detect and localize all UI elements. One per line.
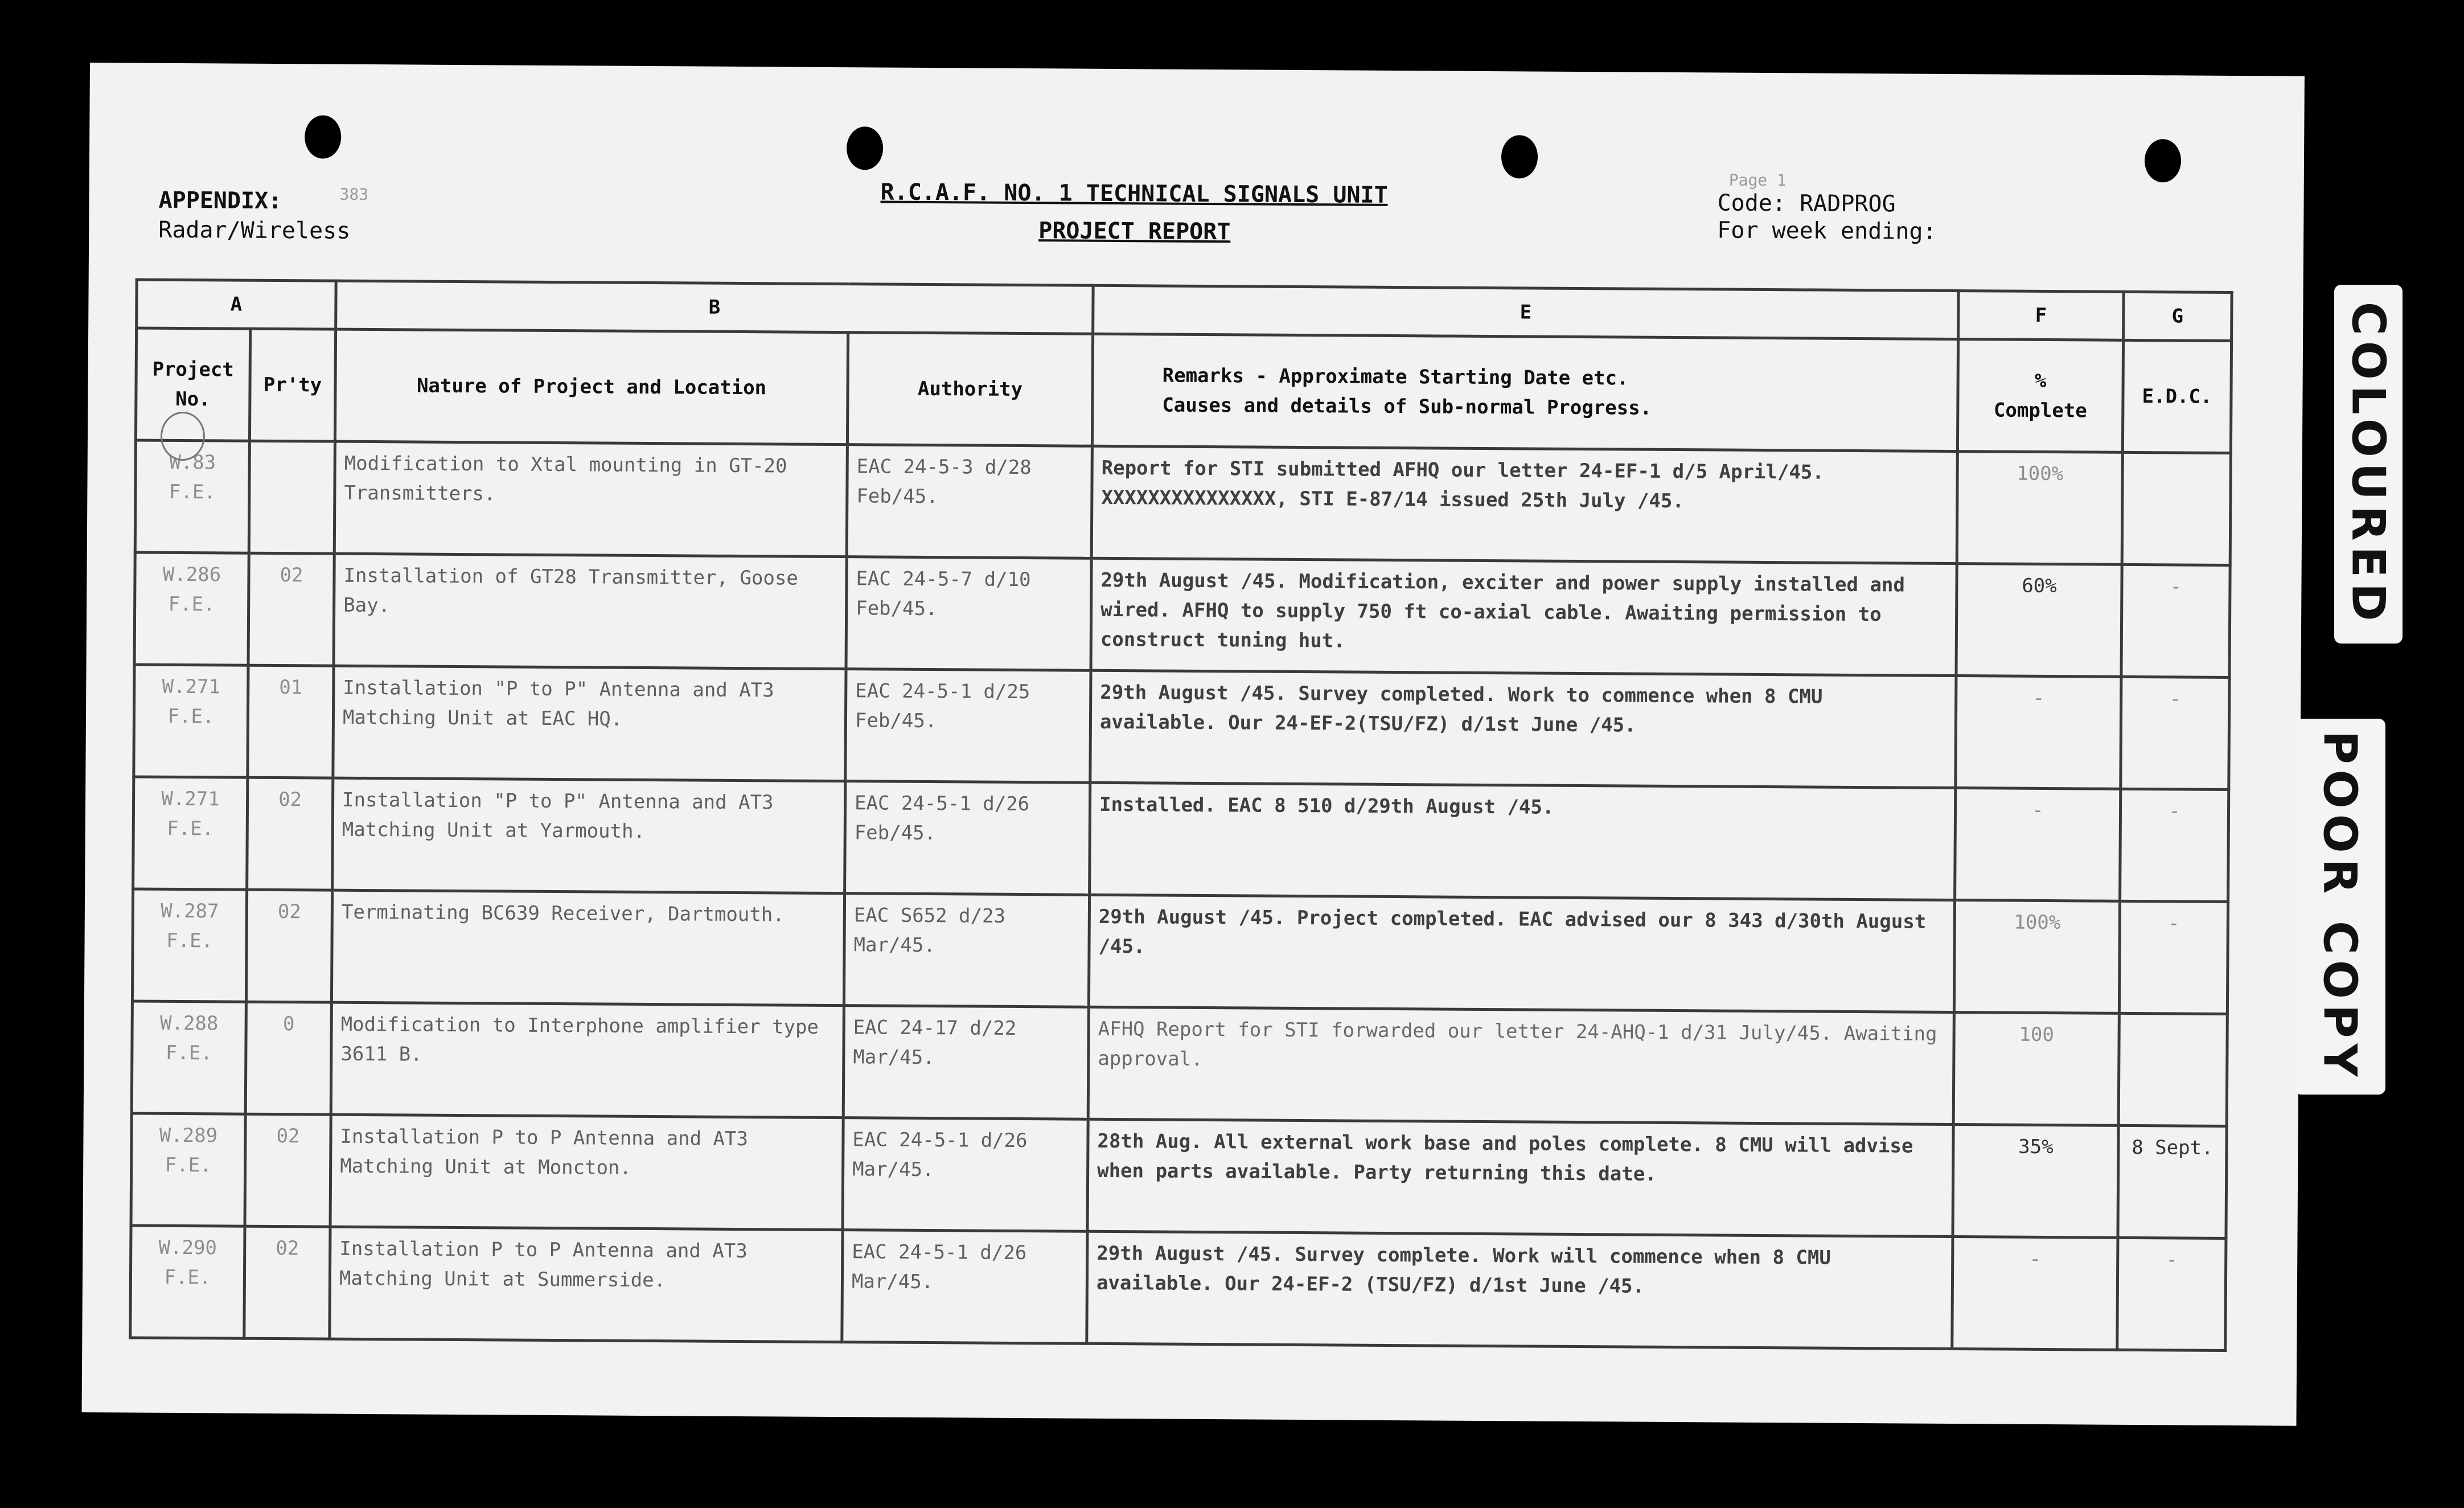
header-remarks-line1: Remarks - Approximate Starting Date etc.: [1162, 364, 1629, 390]
cell-project-no: W.290 F.E.: [130, 1226, 245, 1338]
header-edc: E.D.C.: [2122, 340, 2231, 453]
cell-authority: EAC 24-17 d/22 Mar/45.: [843, 1006, 1089, 1120]
table-row: [134, 552, 2230, 677]
group-letter-a: A: [137, 280, 336, 329]
table-row: [131, 1113, 2227, 1238]
cell-project-no: W.289 F.E.: [131, 1113, 245, 1226]
cell-pct-complete: 100: [1953, 1013, 2119, 1126]
cell-remarks: Report for STI submitted AFHQ our letter 24-EF-1 d/5 April/45. XXXXXXXXXXXXXXX, STI E-87/14 issued 25th July /45.: [1091, 446, 1957, 563]
cell-priority: 02: [244, 1226, 330, 1339]
cell-authority: EAC 24-5-1 d/25 Feb/45.: [845, 669, 1091, 783]
table-row: [134, 665, 2229, 789]
header-nature: Nature of Project and Location: [335, 329, 848, 444]
cell-authority: EAC 24-5-7 d/10 Feb/45.: [846, 557, 1091, 671]
table-row: [130, 1226, 2226, 1350]
cell-remarks: AFHQ Report for STI forwarded our letter 24-AHQ-1 d/31 July/45. Awaiting approval.: [1088, 1007, 1954, 1124]
header-authority: Authority: [847, 333, 1093, 446]
appendix-label: APPENDIX:: [158, 187, 282, 215]
cell-pct-complete: -: [1952, 1237, 2118, 1350]
unit-title: R.C.A.F. NO. 1 TECHNICAL SIGNALS UNIT: [880, 179, 1388, 208]
cell-edc: -: [2119, 901, 2228, 1014]
punch-hole: [1501, 135, 1538, 178]
cell-project-no: W.271 F.E.: [133, 777, 248, 890]
cell-edc: -: [2121, 564, 2230, 677]
week-ending-label: For week ending:: [1717, 217, 1937, 245]
cell-priority: 02: [248, 553, 334, 666]
cell-pct-complete: -: [1956, 676, 2121, 789]
code-label: Code: RADPROG: [1717, 190, 1896, 218]
group-letter-g: G: [2124, 292, 2232, 341]
cell-authority: EAC 24-5-3 d/28 Feb/45.: [847, 445, 1092, 559]
cell-project-no: W.271 F.E.: [134, 665, 248, 777]
cell-authority: EAC 24-5-1 d/26 Feb/45.: [845, 781, 1090, 895]
cell-nature: Installation "P to P" Antenna and AT3 Matching Unit at Yarmouth.: [332, 778, 845, 893]
punch-hole: [2145, 139, 2181, 182]
cell-edc: -: [2120, 789, 2229, 901]
cell-nature: Installation "P to P" Antenna and AT3 Matching Unit at EAC HQ.: [333, 666, 846, 781]
header-pct-symbol: %: [2034, 369, 2047, 393]
punch-hole: [847, 126, 883, 170]
cell-authority: EAC 24-5-1 d/26 Mar/45.: [842, 1230, 1087, 1344]
cell-priority: [249, 441, 335, 554]
cell-pct-complete: -: [1955, 788, 2121, 901]
cell-edc: [2118, 1013, 2227, 1126]
header-remarks-line2: Causes and details of Sub-normal Progress.: [1162, 394, 1652, 420]
cell-edc: -: [2121, 677, 2229, 789]
cell-project-no: W.286 F.E.: [134, 552, 249, 665]
appendix-ref: 383: [339, 185, 369, 204]
cell-authority: EAC 24-5-1 d/26 Mar/45.: [843, 1118, 1088, 1232]
cell-remarks: 29th August /45. Modification, exciter and power supply installed and wired. AFHQ to supply 750 ft co-axial cable. Awaiting permission to construct tuning hut.: [1091, 558, 1957, 675]
column-headers: [135, 328, 2231, 453]
cell-priority: 02: [247, 777, 333, 890]
group-letter-f: F: [1958, 291, 2124, 341]
header-priority: Pr'ty: [249, 329, 335, 441]
cell-project-no: W.287 F.E.: [132, 889, 247, 1002]
poor-copy-label-card: [2294, 719, 2385, 1095]
cell-priority: 01: [248, 665, 334, 778]
cell-remarks: 29th August /45. Survey completed. Work to commence when 8 CMU available. Our 24-EF-2(TSU/FZ) d/1st June /45.: [1090, 670, 1956, 788]
cell-remarks: 28th Aug. All external work base and poles complete. 8 CMU will advise when parts available. Party returning this date.: [1087, 1119, 1953, 1236]
cell-pct-complete: 35%: [1953, 1125, 2118, 1238]
cell-nature: Modification to Interphone amplifier type 3611 B.: [331, 1002, 844, 1117]
cell-remarks: 29th August /45. Survey complete. Work will commence when 8 CMU available. Our 24-EF-2 (TSU/FZ) d/1st June /45.: [1087, 1231, 1953, 1349]
group-letter-e: E: [1093, 285, 1958, 339]
group-letter-b: B: [336, 281, 1094, 334]
appendix-subtitle: Radar/Wireless: [158, 216, 351, 244]
hand-circle-mark: [161, 412, 206, 461]
cell-pct-complete: 100%: [1957, 452, 2122, 565]
cell-project-no: W.288 F.E.: [132, 1001, 246, 1114]
page-label: Page 1: [1728, 170, 1787, 190]
project-report-table: [129, 278, 2233, 1351]
header-project-no: Project No.: [135, 328, 250, 441]
poor-copy-label: POOR COPY: [2313, 731, 2367, 1083]
cell-nature: Installation P to P Antenna and AT3 Matching Unit at Summerside.: [330, 1227, 843, 1342]
cell-nature: Modification to Xtal mounting in GT-20 Transmitters.: [334, 441, 847, 556]
table-row: [135, 440, 2231, 565]
cell-authority: EAC S652 d/23 Mar/45.: [844, 894, 1089, 1007]
cell-project-no: W.83 F.E.: [135, 440, 249, 553]
coloured-label: COLOURED: [2342, 301, 2395, 627]
cell-edc: [2122, 452, 2231, 565]
coloured-label-card: [2334, 285, 2403, 644]
cell-priority: 0: [245, 1002, 331, 1114]
cell-nature: Terminating BC639 Receiver, Dartmouth.: [331, 890, 844, 1005]
header-remarks: [1092, 334, 1958, 451]
cell-priority: 02: [246, 890, 332, 1002]
header-pct-label: Complete: [1993, 399, 2087, 423]
cell-pct-complete: 100%: [1954, 900, 2120, 1014]
table-row: [132, 1001, 2227, 1126]
report-page: [82, 63, 2305, 1426]
header-complete: [1957, 339, 2123, 453]
table-row: [133, 777, 2229, 901]
cell-nature: Installation P to P Antenna and AT3 Matching Unit at Moncton.: [330, 1114, 843, 1230]
report-title: PROJECT REPORT: [1038, 218, 1231, 245]
table-row: [132, 889, 2228, 1014]
cell-remarks: 29th August /45. Project completed. EAC advised our 8 343 d/30th August /45.: [1089, 895, 1954, 1012]
cell-edc: 8 Sept.: [2118, 1125, 2227, 1238]
punch-hole: [305, 115, 341, 158]
cell-nature: Installation of GT28 Transmitter, Goose Bay.: [334, 554, 847, 669]
cell-priority: 02: [245, 1114, 331, 1227]
cell-pct-complete: 60%: [1956, 564, 2122, 677]
cell-edc: -: [2117, 1237, 2226, 1350]
cell-remarks: Installed. EAC 8 510 d/29th August /45.: [1090, 782, 1956, 900]
